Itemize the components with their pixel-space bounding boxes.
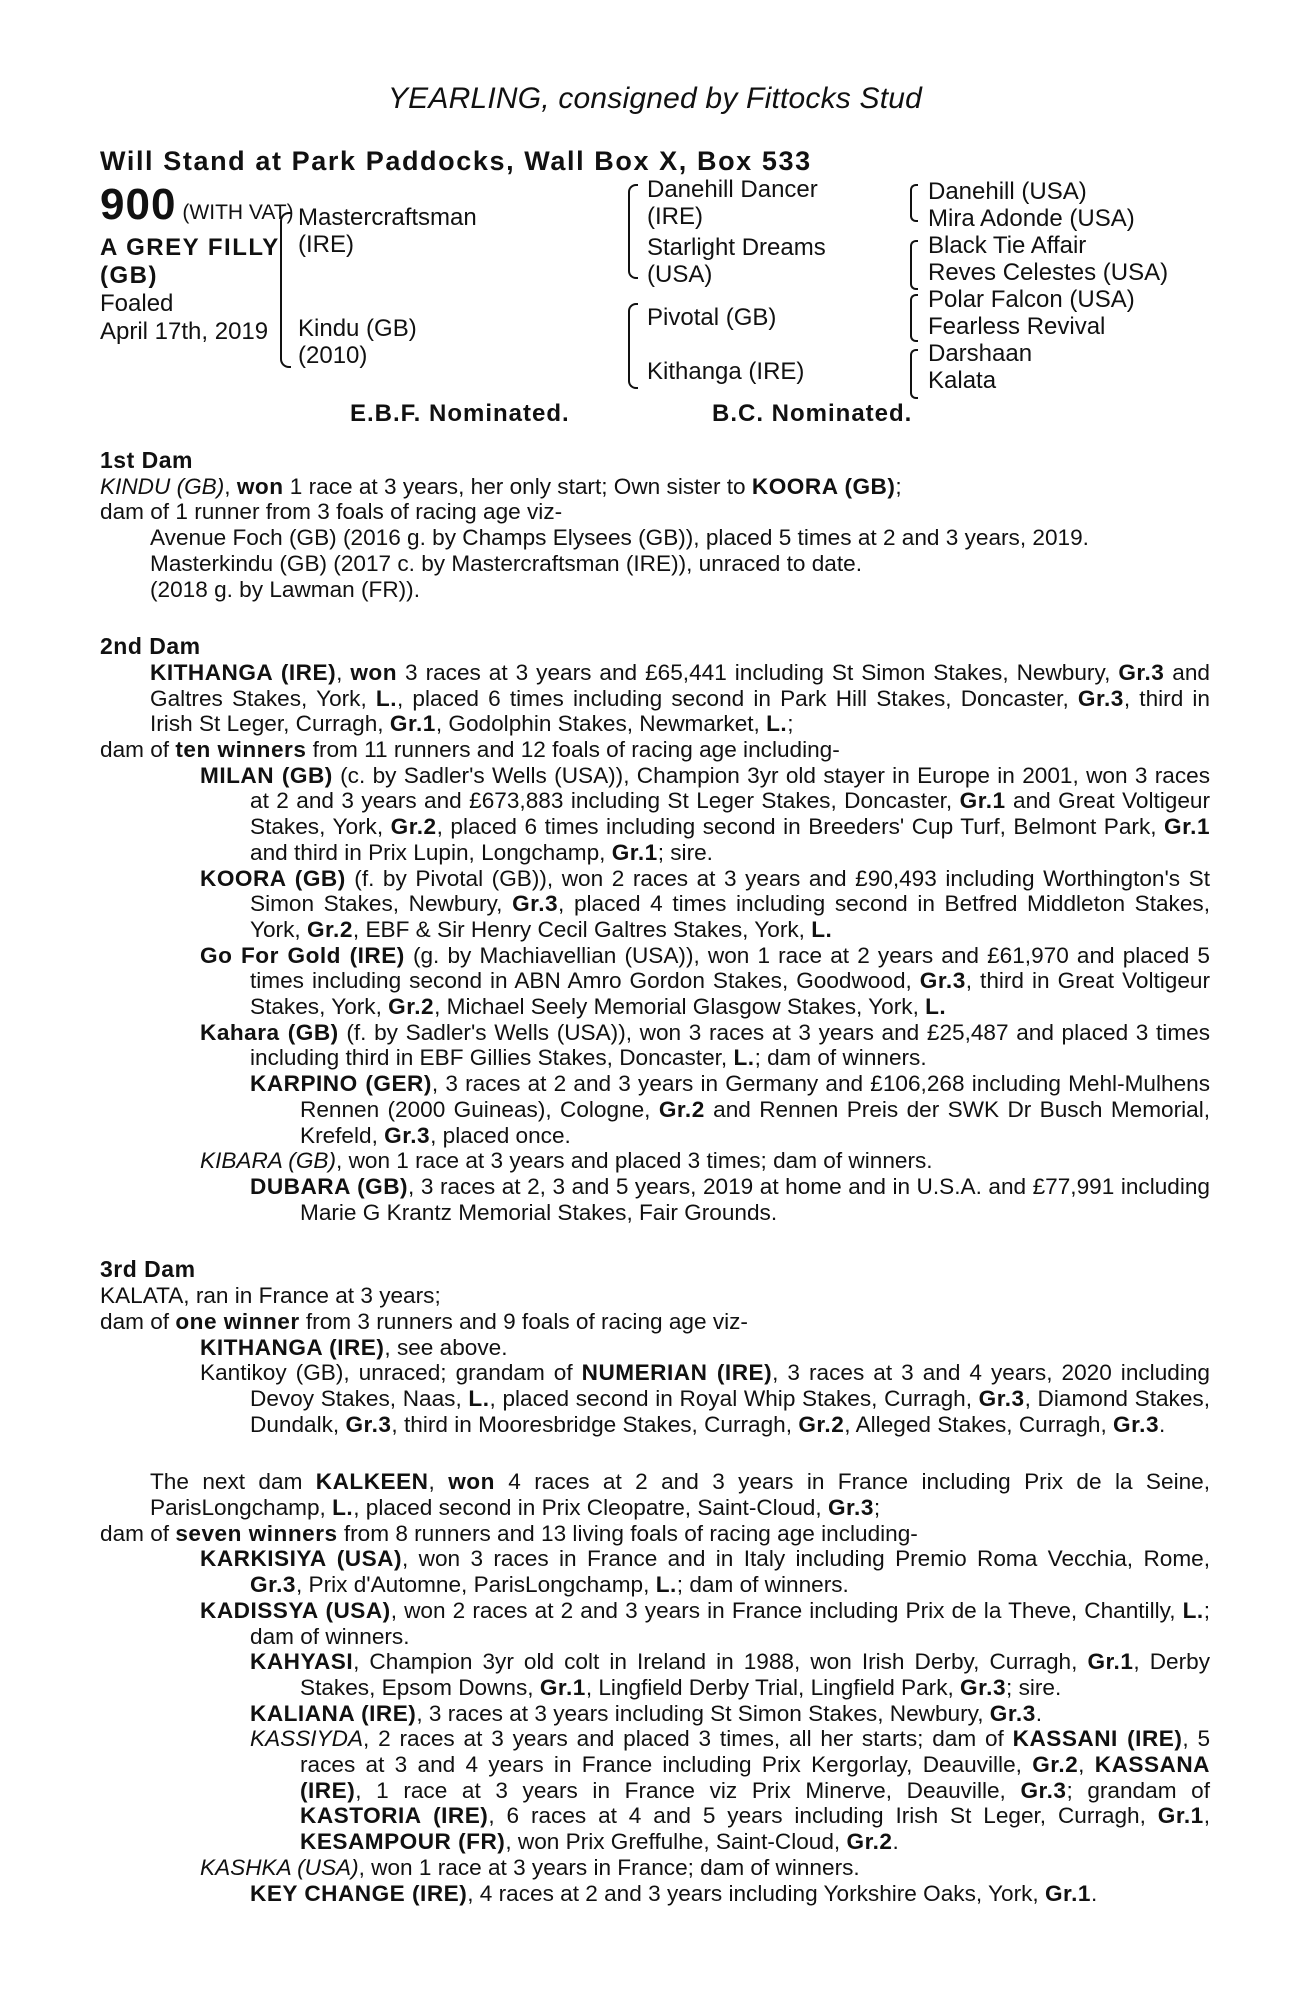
second-dam-produce: dam of ten winners from 11 runners and 12 foals of racing age including- [100, 737, 840, 763]
pedigree-sire: Mastercraftsman (IRE) [298, 204, 477, 258]
produce-item: KIBARA (GB), won 1 race at 3 years and placed 3 times; dam of winners. [200, 1148, 933, 1174]
produce-item: KITHANGA (IRE), see above. [200, 1334, 508, 1360]
produce-item: KOORA (GB) (f. by Pivotal (GB)), won 2 races at 3 years and £90,493 including Worthington's St Simon Stakes, Newbury, Gr.3, placed 4 times including second in Betfred Middleton Stakes, York, Gr.2, EBF & Sir Henry Cecil Galtres Stakes, York, L. [200, 865, 1210, 942]
second-dam-heading: 2nd Dam [100, 633, 201, 660]
produce-item: KADISSYA (USA), won 2 races at 2 and 3 years in France including Prix de la Theve, Chantilly, L.; dam of winners. [200, 1597, 1210, 1649]
vat-note: (WITH VAT) [182, 201, 294, 224]
produce-item: KASSIYDA, 2 races at 3 years and placed 3 times, all her starts; dam of KASSANI (IRE), 5 races at 3 and 4 years in France including Prix Kergorlay, Deauville, Gr.2, KASSANA (IRE), 1 race at 3 years in France viz Prix Minerve, Deauville, Gr.3; grandam of KASTORIA (IRE), 6 races at 4 and 5 years including Irish St Leger, Curragh, Gr.1, KESAMPOUR (FR), won Prix Greffulhe, Saint-Cloud, Gr.2. [250, 1726, 1211, 1855]
page-title: YEARLING, consigned by Fittocks Stud [387, 82, 923, 115]
pedigree-brace [910, 240, 918, 290]
first-dam-produce: dam of 1 runner from 3 foals of racing age viz- [100, 499, 563, 525]
third-dam-paragraph: KALATA, ran in France at 3 years; [100, 1283, 441, 1309]
pedigree-brace [910, 294, 918, 342]
produce-item: MILAN (GB) (c. by Sadler's Wells (USA)), Champion 3yr old stayer in Europe in 2001, won 3 races at 2 and 3 years and £673,883 including St Leger Stakes, Doncaster, Gr.1 and Great Voltigeur Stakes, York, Gr.2, placed 6 times including second in Breeders' Cup Turf, Belmont Park, Gr.1 and third in Prix Lupin, Longchamp, Gr.1; sire. [200, 762, 1211, 865]
pedigree-brace [280, 212, 291, 368]
produce-item: KEY CHANGE (IRE), 4 races at 2 and 3 years including Yorkshire Oaks, York, Gr.1. [250, 1880, 1098, 1906]
pedigree-dam-dam: Kithanga (IRE) [647, 358, 805, 385]
next-dam-produce: dam of seven winners from 8 runners and 13 living foals of racing age including- [100, 1520, 918, 1546]
produce-item: Avenue Foch (GB) (2016 g. by Champs Elysees (GB)), placed 5 times at 2 and 3 years, 2019. [150, 525, 1089, 551]
produce-record [100, 448, 1210, 1906]
produce-item: (2018 g. by Lawman (FR)). [150, 576, 420, 602]
pedigree-sire-dam: Starlight Dreams (USA) [647, 234, 826, 288]
next-dam-paragraph: The next dam KALKEEN, won 4 races at 2 and 3 years in France including Prix de la Seine, ParisLongchamp, L., placed second in Prix Cleopatre, Saint-Cloud, Gr.3; [150, 1469, 1210, 1521]
pedigree-brace [628, 184, 638, 279]
first-dam-paragraph: KINDU (GB), won 1 race at 3 years, her only start; Own sister to KOORA (GB); [100, 473, 902, 499]
horse-country: (GB) [100, 262, 158, 289]
foaled-label: Foaled [100, 290, 174, 317]
lot-number: 900 [100, 180, 177, 229]
second-dam-paragraph: KITHANGA (IRE), won 3 races at 3 years and £65,441 including St Simon Stakes, Newbury, Gr.3 and Galtres Stakes, York, L., placed 6 times including second in Park Hill Stakes, Doncaster, Gr.3, third in Irish St Leger, Curragh, Gr.1, Godolphin Stakes, Newmarket, L.; [150, 659, 1210, 737]
pedigree-brace [628, 303, 638, 389]
third-dam-heading: 3rd Dam [100, 1256, 196, 1283]
produce-item: KASHKA (USA), won 1 race at 3 years in France; dam of winners. [200, 1854, 860, 1880]
pedigree-brace [910, 349, 918, 399]
produce-item: KARKISIYA (USA), won 3 races in France and in Italy including Premio Roma Vecchia, Rome, Gr.3, Prix d'Automne, ParisLongchamp, L.; dam of winners. [200, 1546, 1210, 1598]
lot-header [100, 180, 294, 230]
produce-item: KARPINO (GER), 3 races at 2 and 3 years in Germany and £106,268 including Mehl-Mulhens Rennen (2000 Guineas), Cologne, Gr.2 and Rennen Preis der SWK Dr Busch Memorial, Krefeld, Gr.3, placed once. [250, 1071, 1211, 1148]
horse-description [100, 234, 280, 346]
produce-item: Kantikoy (GB), unraced; grandam of NUMERIAN (IRE), 3 races at 3 and 4 years, 2020 including Devoy Stakes, Naas, L., placed second in Royal Whip Stakes, Curragh, Gr.3, Diamond Stakes, Dundalk, Gr.3, third in Mooresbridge Stakes, Curragh, Gr.2, Alleged Stakes, Curragh, Gr.3. [200, 1360, 1210, 1437]
third-dam-produce: dam of one winner from 3 runners and 9 foals of racing age viz- [100, 1308, 748, 1334]
produce-item: Go For Gold (IRE) (g. by Machiavellian (USA)), won 1 race at 2 years and £61,970 and placed 5 times including second in ABN Amro Gordon Stakes, Goodwood, Gr.3, third in Great Voltigeur Stakes, York, Gr.2, Michael Seely Memorial Glasgow Stakes, York, L. [200, 942, 1210, 1020]
stand-location: Will Stand at Park Paddocks, Wall Box X, Box 533 [100, 146, 812, 176]
produce-item: Masterkindu (GB) (2017 c. by Mastercraftsman (IRE)), unraced to date. [150, 550, 862, 576]
pedigree-brace [910, 184, 918, 222]
ebf-nominated: E.B.F. Nominated. [350, 400, 570, 427]
foaled-date: April 17th, 2019 [100, 318, 269, 345]
produce-item: KAHYASI, Champion 3yr old colt in Ireland in 1988, won Irish Derby, Curragh, Gr.1, Derby Stakes, Epsom Downs, Gr.1, Lingfield Derby Trial, Lingfield Park, Gr.3; sire. [250, 1649, 1211, 1700]
produce-item: KALIANA (IRE), 3 races at 3 years including St Simon Stakes, Newbury, Gr.3. [250, 1700, 1043, 1726]
produce-item: Kahara (GB) (f. by Sadler's Wells (USA)), won 3 races at 3 years and £25,487 and placed 3 times including third in EBF Gillies Stakes, Doncaster, L.; dam of winners. [200, 1019, 1211, 1071]
produce-item: DUBARA (GB), 3 races at 2, 3 and 5 years, 2019 at home and in U.S.A. and £77,991 including Marie G Krantz Memorial Stakes, Fair Grounds. [250, 1173, 1211, 1225]
pedigree-dam: Kindu (GB) (2010) [298, 315, 417, 369]
first-dam-heading: 1st Dam [100, 447, 193, 473]
bc-nominated: B.C. Nominated. [712, 400, 913, 427]
pedigree-sire-sire: Danehill Dancer (IRE) [647, 176, 818, 230]
pedigree-dam-sire: Pivotal (GB) [647, 304, 777, 331]
horse-sex-colour: A GREY FILLY [100, 234, 280, 261]
pedigree-third-generation: Danehill (USA) Mira Adonde (USA) Black Tie Affair Reves Celestes (USA) Polar Falcon (USA) Fearless Revival Darshaan Kalata [928, 178, 1169, 394]
